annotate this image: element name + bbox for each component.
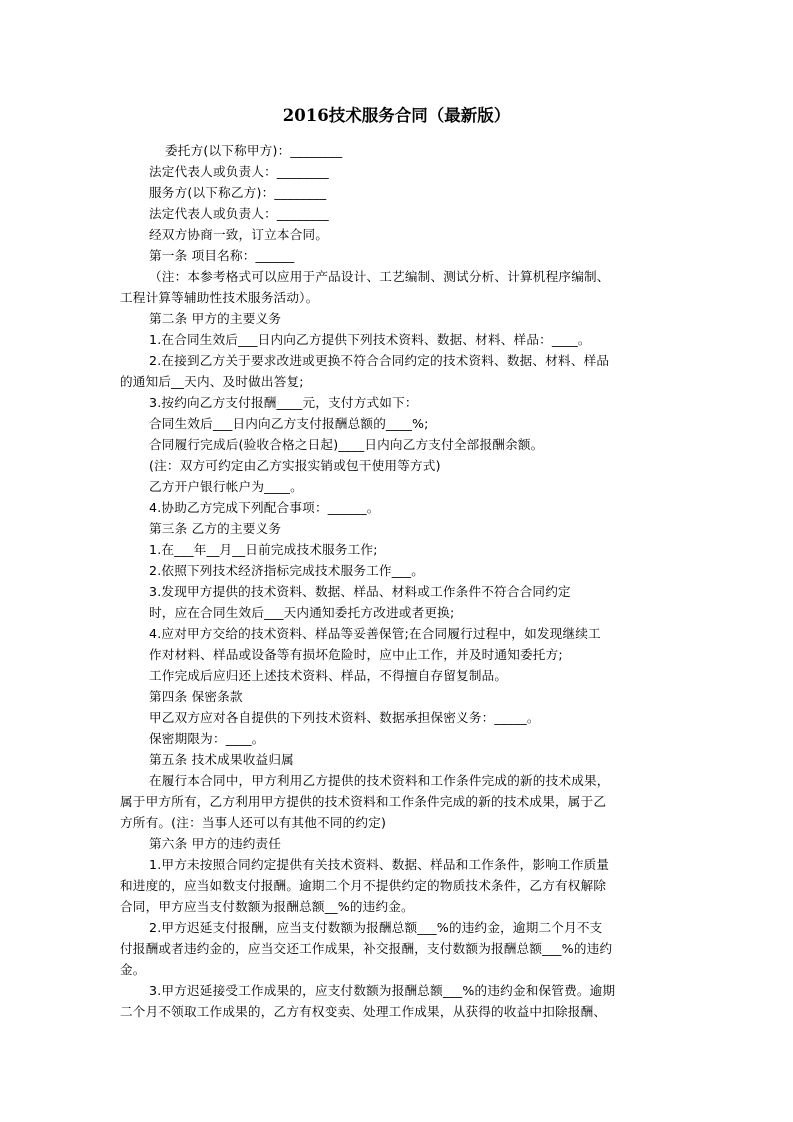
contract-line: 3.甲方迟延接受工作成果的，应支付数额为报酬总额___%的违约金和保管费。逾期 <box>149 983 616 998</box>
contract-line: 合同，甲方应当支付数额为报酬总额__%的违约金。 <box>120 899 414 914</box>
contract-line: (注：双方可约定由乙方实报实销或包干使用等方式) <box>149 458 441 473</box>
contract-line: 工程计算等辅助性技术服务活动）。 <box>120 290 319 305</box>
contract-line: 乙方开户银行帐户为____。 <box>149 479 303 494</box>
contract-line: 甲乙双方应对各自提供的下列技术资料、数据承担保密义务：_____。 <box>149 710 540 725</box>
contract-line: 4.应对甲方交给的技术资料、样品等妥善保管;在合同履行过程中，如发现继续工 <box>149 626 601 641</box>
contract-line: 3.按约向乙方支付报酬____元，支付方式如下： <box>149 395 418 410</box>
contract-line: 第六条 甲方的违约责任 <box>149 836 282 851</box>
contract-line: 2.甲方迟延支付报酬，应当支付数额为报酬总额___%的违约金，逾期二个月不支 <box>149 920 603 935</box>
contract-line: 法定代表人或负责人：________ <box>149 206 329 221</box>
document-title: 2016技术服务合同（最新版） <box>282 106 511 125</box>
contract-line: 委托方(以下称甲方)：________ <box>165 143 343 158</box>
contract-line: 第二条 甲方的主要义务 <box>149 311 282 326</box>
contract-line: 第一条 项目名称：______ <box>149 248 295 263</box>
contract-line: 1.甲方未按照合同约定提供有关技术资料、数据、样品和工作条件，影响工作质量 <box>149 857 610 872</box>
contract-line: 属于甲方所有，乙方利用甲方提供的技术资料和工作条件完成的新的技术成果，属于乙 <box>120 794 607 809</box>
contract-line: 在履行本合同中，甲方利用乙方提供的技术资料和工作条件完成的新的技术成果， <box>149 773 610 788</box>
contract-line: 第三条 乙方的主要义务 <box>149 521 282 536</box>
contract-line: 服务方(以下称乙方)：________ <box>149 185 327 200</box>
contract-line: 工作完成后应归还上述技术资料、样品，不得擅自存留复制品。 <box>149 668 508 683</box>
contract-line: 付报酬或者违约金的，应当交还工作成果，补交报酬，支付数额为报酬总额___%的违约 <box>120 941 613 956</box>
contract-line: 作对材料、样品或设备等有损坏危险时，应中止工作，并及时通知委托方; <box>149 647 563 662</box>
contract-body <box>120 140 665 1022</box>
contract-line: 2.在接到乙方关于要求改进或更换不符合合同约定的技术资料、数据、材料、样品 <box>149 353 610 368</box>
contract-line: 二个月不领取工作成果的，乙方有权变卖、处理工作成果，从获得的收益中扣除报酬、 <box>120 1004 607 1019</box>
contract-line: 合同生效后___日内向乙方支付报酬总额的____%; <box>149 416 429 431</box>
contract-line: 金。 <box>120 962 146 977</box>
contract-line: 时，应在合同生效后___天内通知委托方改进或者更换; <box>149 605 455 620</box>
contract-line: 3.发现甲方提供的技术资料、数据、样品、材料或工作条件不符合合同约定 <box>149 584 571 599</box>
contract-line: 经双方协商一致，订立本合同。 <box>149 227 329 242</box>
contract-line: 法定代表人或负责人：________ <box>149 164 329 179</box>
contract-line: 1.在合同生效后___日内向乙方提供下列技术资料、数据、材料、样品：____。 <box>149 332 591 347</box>
contract-line: 合同履行完成后(验收合格之日起)____日内向乙方支付全部报酬余额。 <box>149 437 544 452</box>
contract-line: 4.协助乙方完成下列配合事项：______。 <box>149 500 380 515</box>
contract-line: 保密期限为：____。 <box>149 731 265 746</box>
contract-line: （注：本参考格式可以应用于产品设计、工艺编制、测试分析、计算机程序编制、 <box>149 269 610 284</box>
contract-line: 1.在___年__月__日前完成技术服务工作; <box>149 542 378 557</box>
contract-line: 方所有。(注：当事人还可以有其他不同的约定) <box>120 815 387 830</box>
contract-line: 和进度的，应当如数支付报酬。逾期二个月不提供约定的物质技术条件，乙方有权解除 <box>120 878 607 893</box>
contract-line: 第四条 保密条款 <box>149 689 243 704</box>
contract-line: 2.依照下列技术经济指标完成技术服务工作___。 <box>149 563 424 578</box>
contract-line: 的通知后__天内、及时做出答复; <box>120 374 304 389</box>
contract-line: 第五条 技术成果收益归属 <box>149 752 294 767</box>
